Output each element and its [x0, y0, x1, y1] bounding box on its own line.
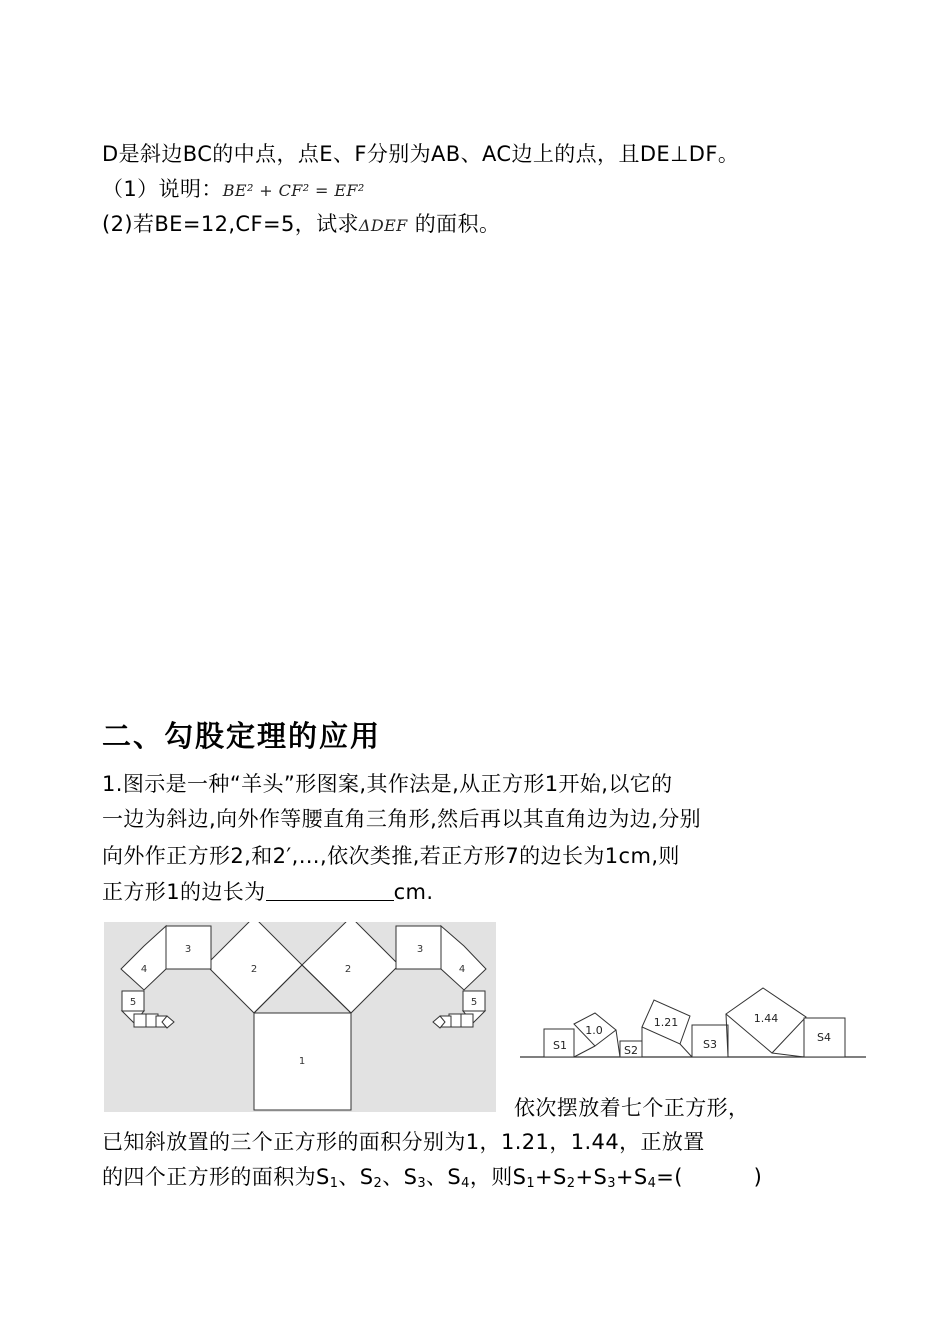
plus-1: +S — [535, 1165, 567, 1189]
problem-1-line-1: 1.图示是一种“羊头”形图案,其作法是,从正方形1开始,以它的 — [102, 772, 673, 796]
section-heading: 二、勾股定理的应用 — [102, 719, 382, 753]
plus-2: +S — [575, 1165, 608, 1189]
part-2-suffix: 的面积。 — [407, 212, 501, 236]
then-s: ，则S — [469, 1165, 527, 1189]
label-1-21: 1.21 — [653, 1016, 679, 1029]
label-square-5-left: 5 — [129, 997, 137, 1008]
problem-2-line-2: 已知斜放置的三个正方形的面积分别为1，1.21，1.44，正放置 — [102, 1130, 705, 1154]
square-7-right-a — [461, 1014, 473, 1027]
problem-part-2 — [102, 210, 500, 240]
answer-parens: =( ) — [656, 1165, 763, 1189]
sep-3: 、S — [426, 1165, 462, 1189]
label-square-3-left: 3 — [184, 944, 192, 955]
sum-sub-1: 1 — [526, 1176, 536, 1191]
problem-2-line-1: 依次摆放着七个正方形， — [514, 1096, 750, 1120]
sum-sub-2: 2 — [566, 1176, 576, 1191]
ram-head-figure — [104, 922, 496, 1112]
part-2-math: ΔDEF — [358, 216, 408, 235]
label-square-1: 1 — [298, 1056, 306, 1067]
part-1-formula: BE² + CF² = EF² — [222, 181, 365, 200]
problem-1-line-3: 向外作正方形2,和2′,…,依次类推,若正方形7的边长为1cm,则 — [102, 844, 680, 868]
label-square-3-right: 3 — [416, 944, 424, 955]
square-7-left-a — [134, 1014, 146, 1027]
line-3-prefix: 的四个正方形的面积为S — [102, 1165, 330, 1189]
label-s1: S1 — [553, 1039, 567, 1052]
problem-text-line: D是斜边BC的中点，点E、F分别为AB、AC边上的点，且DE⊥DF。 — [102, 142, 740, 166]
triangle-2b — [680, 1044, 692, 1057]
sub-2: 2 — [373, 1176, 383, 1191]
label-square-5-right: 5 — [470, 997, 478, 1008]
problem-part-1 — [102, 175, 365, 205]
triangle-1a — [574, 1046, 595, 1057]
line-4-suffix: cm. — [393, 880, 434, 904]
problem-2-line-3 — [102, 1163, 762, 1198]
sum-sub-4: 4 — [647, 1176, 657, 1191]
problem-1-line-2: 一边为斜边,向外作等腰直角三角形,然后再以其直角边为边,分别 — [102, 807, 702, 831]
label-s4: S4 — [817, 1031, 831, 1044]
line-4-prefix: 正方形1的边长为 — [102, 880, 266, 904]
triangle-1b — [616, 1030, 620, 1057]
part-1-label: （1）说明： — [102, 177, 223, 201]
answer-blank — [266, 880, 394, 901]
label-1-44: 1.44 — [753, 1012, 779, 1025]
sep-1: 、S — [338, 1165, 374, 1189]
label-square-2-right: 2 — [344, 964, 352, 975]
part-2-prefix: (2)若BE=12,CF=5，试求 — [102, 212, 359, 236]
label-s3: S3 — [703, 1038, 717, 1051]
label-square-2-left: 2 — [250, 964, 258, 975]
sep-2: 、S — [382, 1165, 418, 1189]
plus-3: +S — [615, 1165, 648, 1189]
problem-1-line-4 — [102, 878, 433, 906]
sub-3: 3 — [417, 1176, 427, 1191]
sub-4: 4 — [461, 1176, 470, 1191]
label-s2: S2 — [624, 1044, 638, 1057]
sub-1: 1 — [329, 1176, 339, 1191]
label-square-4-right: 4 — [458, 964, 466, 975]
label-square-4-left: 4 — [140, 964, 148, 975]
seven-squares-figure — [518, 960, 868, 1065]
sum-sub-3: 3 — [607, 1176, 616, 1191]
label-1-0: 1.0 — [585, 1024, 603, 1037]
